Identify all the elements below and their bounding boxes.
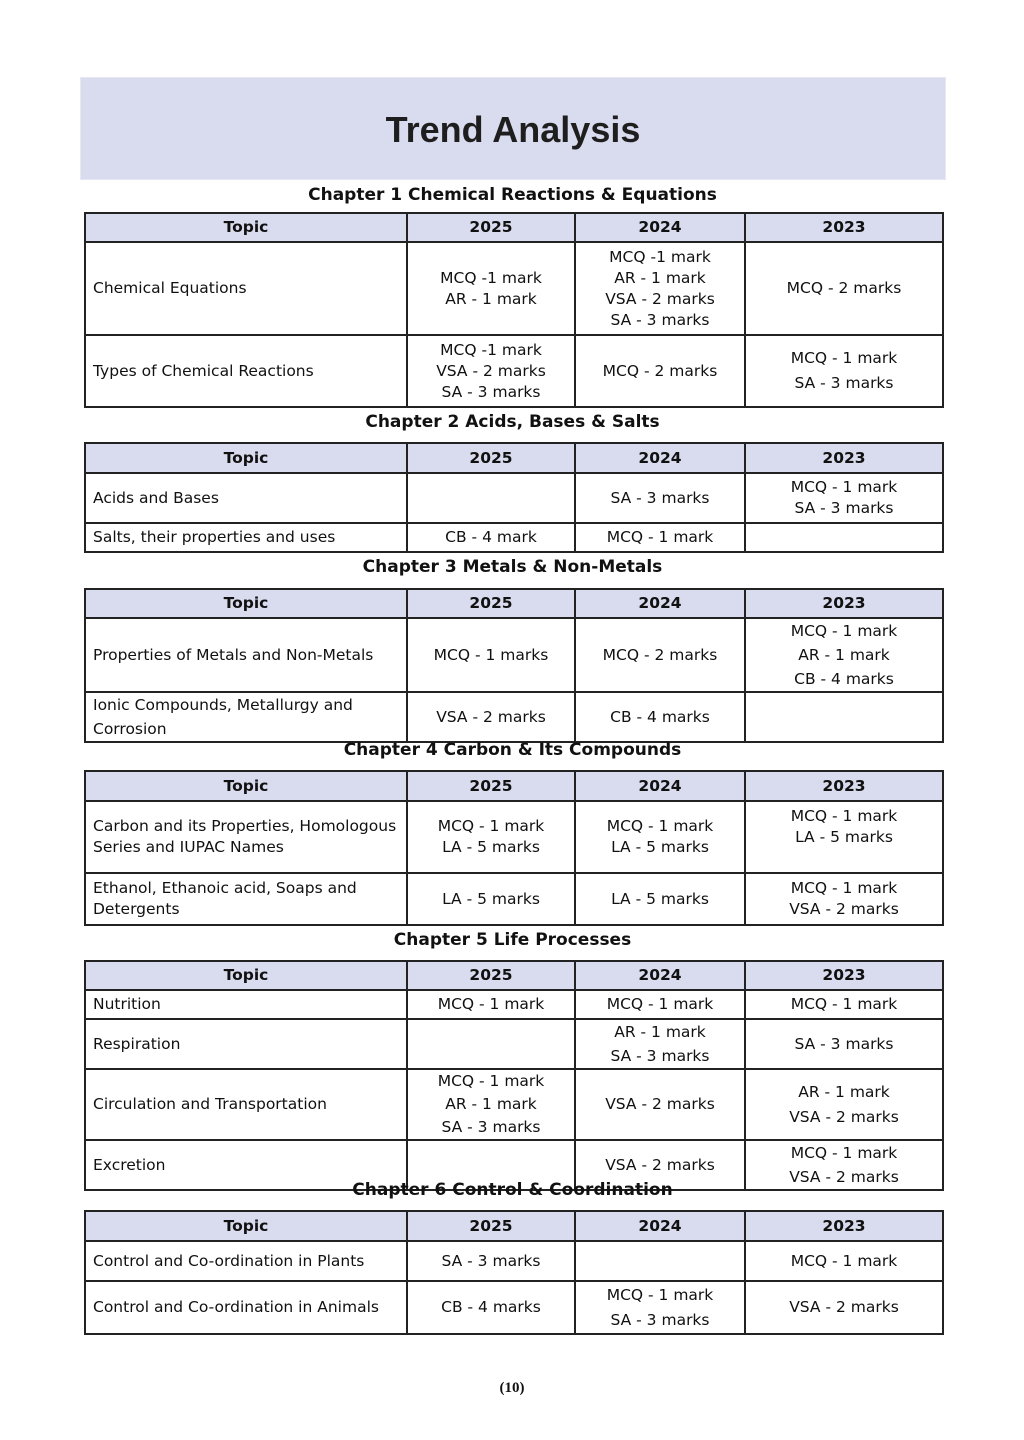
table-row [85,523,943,552]
header-topic: Topic [85,589,407,618]
header-2024: 2024 [575,961,745,990]
cell-2025: MCQ -1 mark AR - 1 mark [407,242,575,335]
chapter-1-table [84,212,944,408]
header-2023: 2023 [745,589,943,618]
table-row [85,335,943,407]
header-topic: Topic [85,1211,407,1241]
cell-2025 [407,1019,575,1069]
cell-2023: MCQ - 1 mark VSA - 2 marks [745,1140,943,1190]
header-2024: 2024 [575,1211,745,1241]
header-2023: 2023 [745,771,943,801]
header-2025: 2025 [407,961,575,990]
table-row [85,1019,943,1069]
chapter-6-title: Chapter 6 Control & Coordination [352,1180,673,1200]
cell-2023: MCQ - 1 mark [745,990,943,1019]
header-2025: 2025 [407,443,575,473]
cell-2025: VSA - 2 marks [407,692,575,742]
cell-2024: MCQ - 1 mark SA - 3 marks [575,1281,745,1334]
cell-2025: MCQ -1 mark VSA - 2 marks SA - 3 marks [407,335,575,407]
table-row [85,990,943,1019]
chapter-5-table [84,960,944,1191]
header-topic: Topic [85,443,407,473]
header-2023: 2023 [745,213,943,242]
cell-2024: MCQ - 2 marks [575,335,745,407]
cell-2025: MCQ - 1 mark LA - 5 marks [407,801,575,873]
topic-cell: Control and Co-ordination in Plants [85,1241,407,1281]
page-title: Trend Analysis [385,109,641,150]
cell-2023: AR - 1 mark VSA - 2 marks [745,1069,943,1140]
table-header-row [85,589,943,618]
header-2025: 2025 [407,213,575,242]
cell-2025: SA - 3 marks [407,1241,575,1281]
cell-2023: MCQ - 1 mark SA - 3 marks [745,473,943,523]
table-row [85,1281,943,1334]
topic-cell: Types of Chemical Reactions [85,335,407,407]
chapter-2-table [84,442,944,553]
chapter-3-table [84,588,944,743]
table-row [85,692,943,742]
table-row [85,873,943,925]
header-2024: 2024 [575,589,745,618]
header-2023: 2023 [745,961,943,990]
chapter-3-title: Chapter 3 Metals & Non-Metals [362,557,663,577]
title-banner [80,77,946,180]
topic-cell: Excretion [85,1140,407,1190]
header-topic: Topic [85,771,407,801]
table-header-row [85,213,943,242]
topic-cell: Salts, their properties and uses [85,523,407,552]
cell-2023: SA - 3 marks [745,1019,943,1069]
cell-2023 [745,523,943,552]
topic-cell: Chemical Equations [85,242,407,335]
table-row [85,242,943,335]
chapter-4-table [84,770,944,926]
topic-cell: Properties of Metals and Non-Metals [85,618,407,692]
table-header-row [85,961,943,990]
topic-cell: Acids and Bases [85,473,407,523]
cell-2024: MCQ -1 mark AR - 1 mark VSA - 2 marks SA - 3 marks [575,242,745,335]
topic-cell: Nutrition [85,990,407,1019]
chapter-2-title: Chapter 2 Acids, Bases & Salts [365,412,660,432]
topic-cell: Carbon and its Properties, Homologous Series and IUPAC Names [85,801,407,873]
header-2025: 2025 [407,1211,575,1241]
cell-2023-empty [745,692,943,742]
cell-2025: CB - 4 marks [407,1281,575,1334]
cell-2023: MCQ - 1 mark [745,1241,943,1281]
topic-cell: Ionic Compounds, Metallurgy and Corrosion [85,692,407,742]
header-2024: 2024 [575,443,745,473]
cell-2024: MCQ - 2 marks [575,618,745,692]
page-number: (10) [499,1380,525,1396]
table-header-row [85,771,943,801]
table-header-row [85,443,943,473]
topic-cell: Circulation and Transportation [85,1069,407,1140]
cell-2024: MCQ - 1 mark [575,990,745,1019]
cell-2024: VSA - 2 marks [575,1069,745,1140]
cell-2023: MCQ - 2 marks [745,242,943,335]
cell-2025 [407,473,575,523]
header-2023: 2023 [745,1211,943,1241]
cell-2024: LA - 5 marks [575,873,745,925]
header-topic: Topic [85,213,407,242]
cell-2024: MCQ - 1 mark LA - 5 marks [575,801,745,873]
chapter-6-table [84,1210,944,1335]
topic-cell: Respiration [85,1019,407,1069]
cell-2024: MCQ - 1 mark [575,523,745,552]
table-row [85,473,943,523]
header-2025: 2025 [407,771,575,801]
cell-2023: MCQ - 1 mark LA - 5 marks [745,801,943,873]
cell-2023: MCQ - 1 mark SA - 3 marks [745,335,943,407]
header-2024: 2024 [575,771,745,801]
cell-2024: SA - 3 marks [575,473,745,523]
topic-cell: Control and Co-ordination in Animals [85,1281,407,1334]
table-row [85,1069,943,1140]
cell-2025: CB - 4 mark [407,523,575,552]
table-row [85,1241,943,1281]
cell-2023: MCQ - 1 mark VSA - 2 marks [745,873,943,925]
cell-2024: AR - 1 mark SA - 3 marks [575,1019,745,1069]
cell-2023: MCQ - 1 mark AR - 1 mark CB - 4 marks [745,618,943,692]
cell-2025: MCQ - 1 mark AR - 1 mark SA - 3 marks [407,1069,575,1140]
table-row [85,801,943,873]
cell-2024 [575,1241,745,1281]
chapter-4-title: Chapter 4 Carbon & Its Compounds [343,740,682,760]
table-header-row [85,1211,943,1241]
cell-2023: VSA - 2 marks [745,1281,943,1334]
cell-2024: VSA - 2 marks [575,1140,745,1190]
header-2023: 2023 [745,443,943,473]
cell-2025: MCQ - 1 marks [407,618,575,692]
table-row [85,618,943,692]
chapter-1-title: Chapter 1 Chemical Reactions & Equations [308,185,717,205]
header-2024: 2024 [575,213,745,242]
cell-2025: MCQ - 1 mark [407,990,575,1019]
cell-2025: LA - 5 marks [407,873,575,925]
chapter-5-title: Chapter 5 Life Processes [393,930,632,950]
cell-2024: CB - 4 marks [575,692,745,742]
header-2025: 2025 [407,589,575,618]
header-topic: Topic [85,961,407,990]
topic-cell: Ethanol, Ethanoic acid, Soaps and Detergents [85,873,407,925]
